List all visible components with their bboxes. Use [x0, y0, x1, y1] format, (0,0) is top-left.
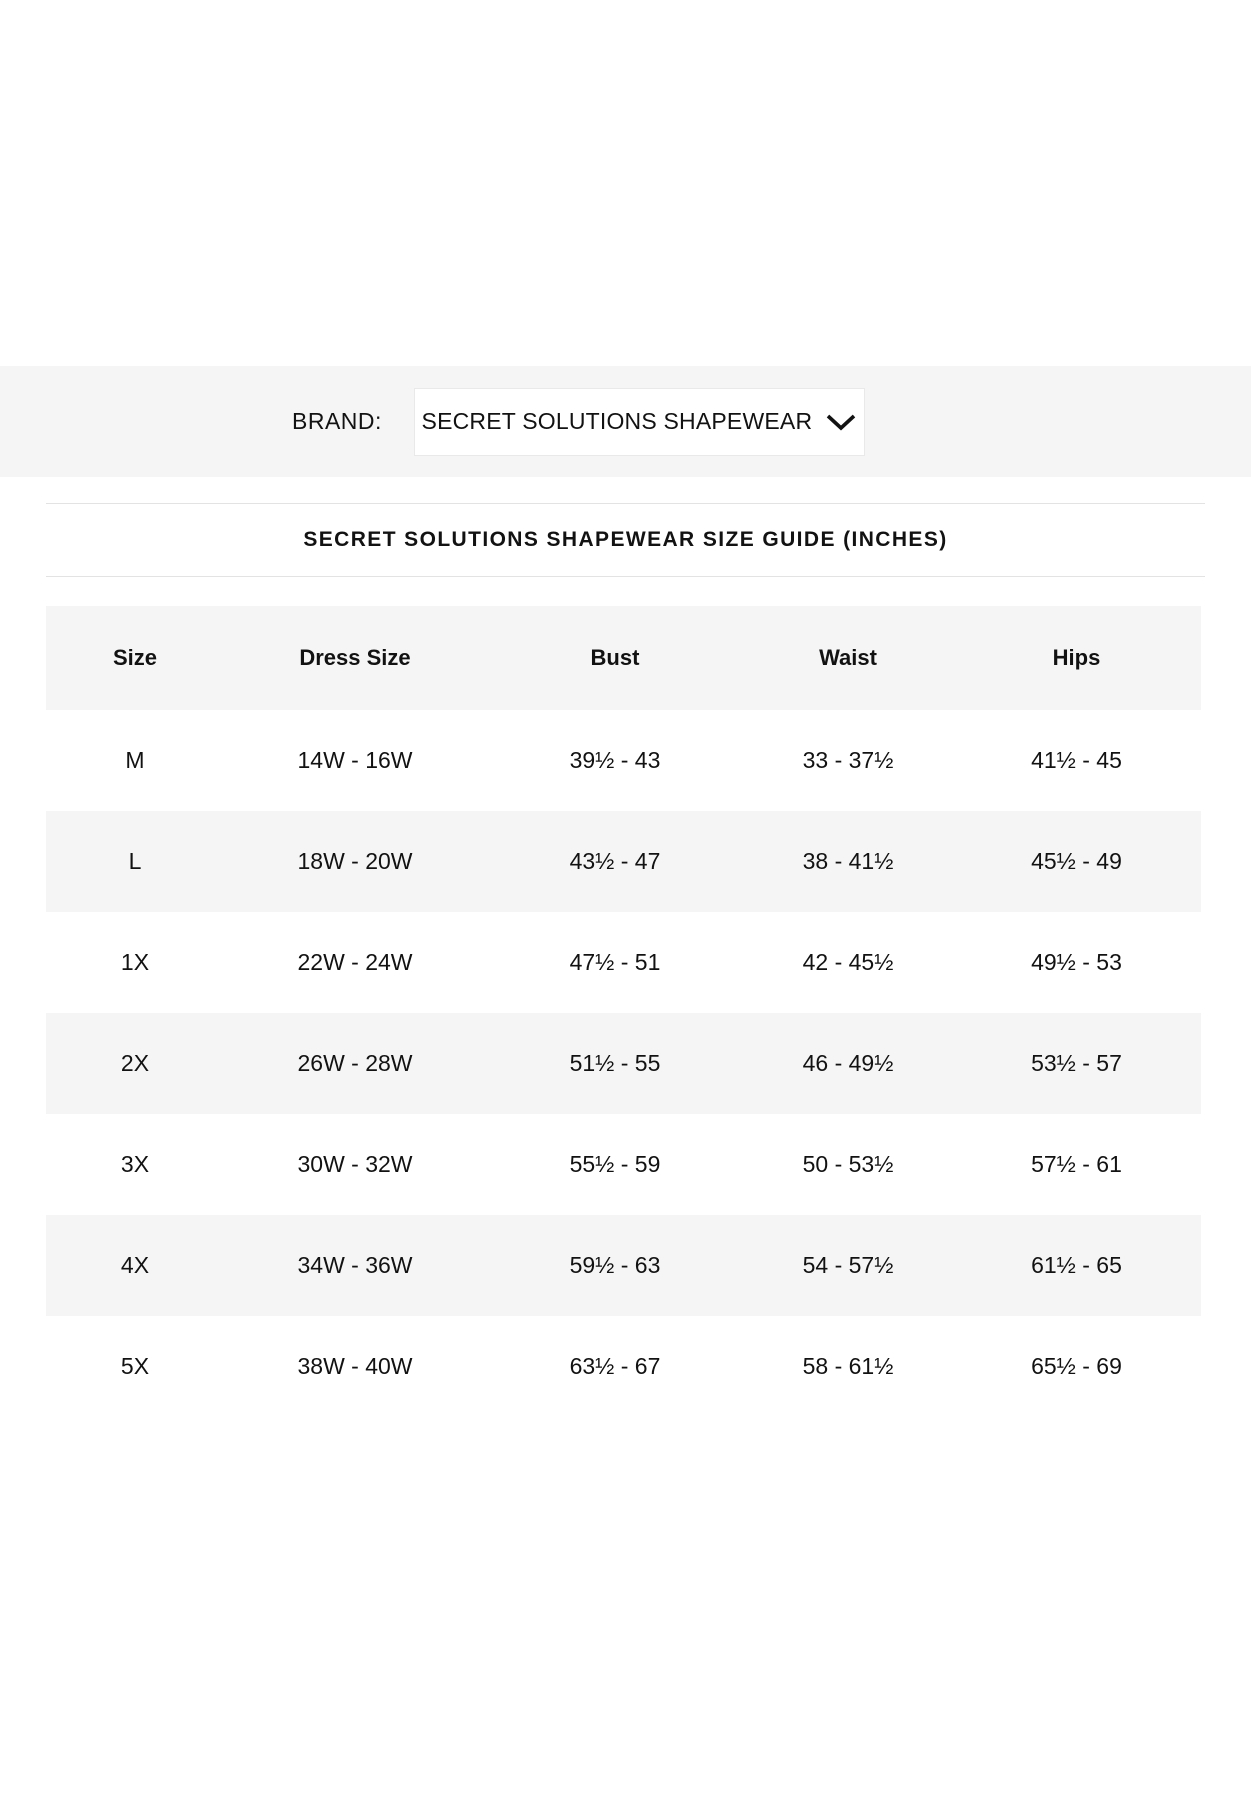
table-cell-waist: 54 - 57½ — [802, 1252, 894, 1278]
table-cell-size: L — [128, 848, 142, 874]
column-header-waist: Waist — [819, 645, 877, 670]
size-table — [46, 606, 1201, 1417]
table-cell-size: M — [125, 747, 145, 773]
column-header-bust: Bust — [590, 645, 640, 670]
size-guide-title: SECRET SOLUTIONS SHAPEWEAR SIZE GUIDE (INCHES) — [303, 528, 948, 551]
table-cell-waist: 58 - 61½ — [802, 1353, 894, 1379]
table-cell-size: 2X — [120, 1050, 150, 1076]
table-cell-dress_size: 14W - 16W — [297, 747, 413, 773]
table-row-2x — [46, 1013, 1201, 1114]
table-row-3x — [46, 1114, 1201, 1215]
table-cell-dress_size: 26W - 28W — [297, 1050, 413, 1076]
table-cell-hips: 45½ - 49 — [1031, 848, 1122, 874]
column-header-size: Size — [112, 645, 158, 670]
table-row-l — [46, 811, 1201, 912]
table-cell-bust: 59½ - 63 — [569, 1252, 661, 1278]
table-cell-dress_size: 30W - 32W — [297, 1151, 413, 1177]
table-cell-hips: 61½ - 65 — [1031, 1252, 1122, 1278]
table-cell-bust: 43½ - 47 — [569, 848, 661, 874]
table-cell-size: 1X — [120, 949, 150, 975]
table-cell-hips: 57½ - 61 — [1031, 1151, 1122, 1177]
table-cell-waist: 50 - 53½ — [802, 1151, 894, 1177]
table-cell-bust: 47½ - 51 — [569, 949, 661, 975]
table-cell-hips: 53½ - 57 — [1031, 1050, 1122, 1076]
brand-selector-row — [292, 388, 865, 456]
table-cell-hips: 65½ - 69 — [1031, 1353, 1122, 1379]
table-cell-hips: 49½ - 53 — [1031, 949, 1122, 975]
table-cell-bust: 51½ - 55 — [569, 1050, 661, 1076]
table-cell-waist: 33 - 37½ — [802, 747, 894, 773]
table-row-m — [46, 710, 1201, 811]
table-row-5x — [46, 1316, 1201, 1417]
table-cell-waist: 46 - 49½ — [802, 1050, 894, 1076]
brand-dropdown-value: SECRET SOLUTIONS SHAPEWEAR — [421, 408, 813, 434]
table-cell-size: 4X — [120, 1252, 150, 1278]
chevron-down-icon — [825, 413, 857, 431]
table-cell-size: 3X — [120, 1151, 150, 1177]
table-cell-waist: 38 - 41½ — [802, 848, 894, 874]
table-cell-bust: 39½ - 43 — [569, 747, 661, 773]
table-cell-dress_size: 38W - 40W — [297, 1353, 413, 1379]
column-header-dress_size: Dress Size — [299, 645, 411, 670]
table-row-1x — [46, 912, 1201, 1013]
table-cell-dress_size: 22W - 24W — [297, 949, 413, 975]
table-cell-bust: 55½ - 59 — [569, 1151, 661, 1177]
brand-selector-bar — [0, 366, 1251, 477]
table-cell-hips: 41½ - 45 — [1031, 747, 1122, 773]
column-header-hips: Hips — [1052, 645, 1101, 670]
title-divider-bottom — [46, 576, 1205, 577]
brand-dropdown[interactable] — [414, 388, 865, 456]
table-cell-size: 5X — [120, 1353, 150, 1379]
table-header-row — [46, 606, 1201, 710]
table-cell-dress_size: 18W - 20W — [297, 848, 413, 874]
table-cell-bust: 63½ - 67 — [569, 1353, 661, 1379]
table-cell-dress_size: 34W - 36W — [297, 1252, 413, 1278]
brand-label: BRAND: — [292, 408, 382, 434]
table-row-4x — [46, 1215, 1201, 1316]
table-cell-waist: 42 - 45½ — [802, 949, 894, 975]
